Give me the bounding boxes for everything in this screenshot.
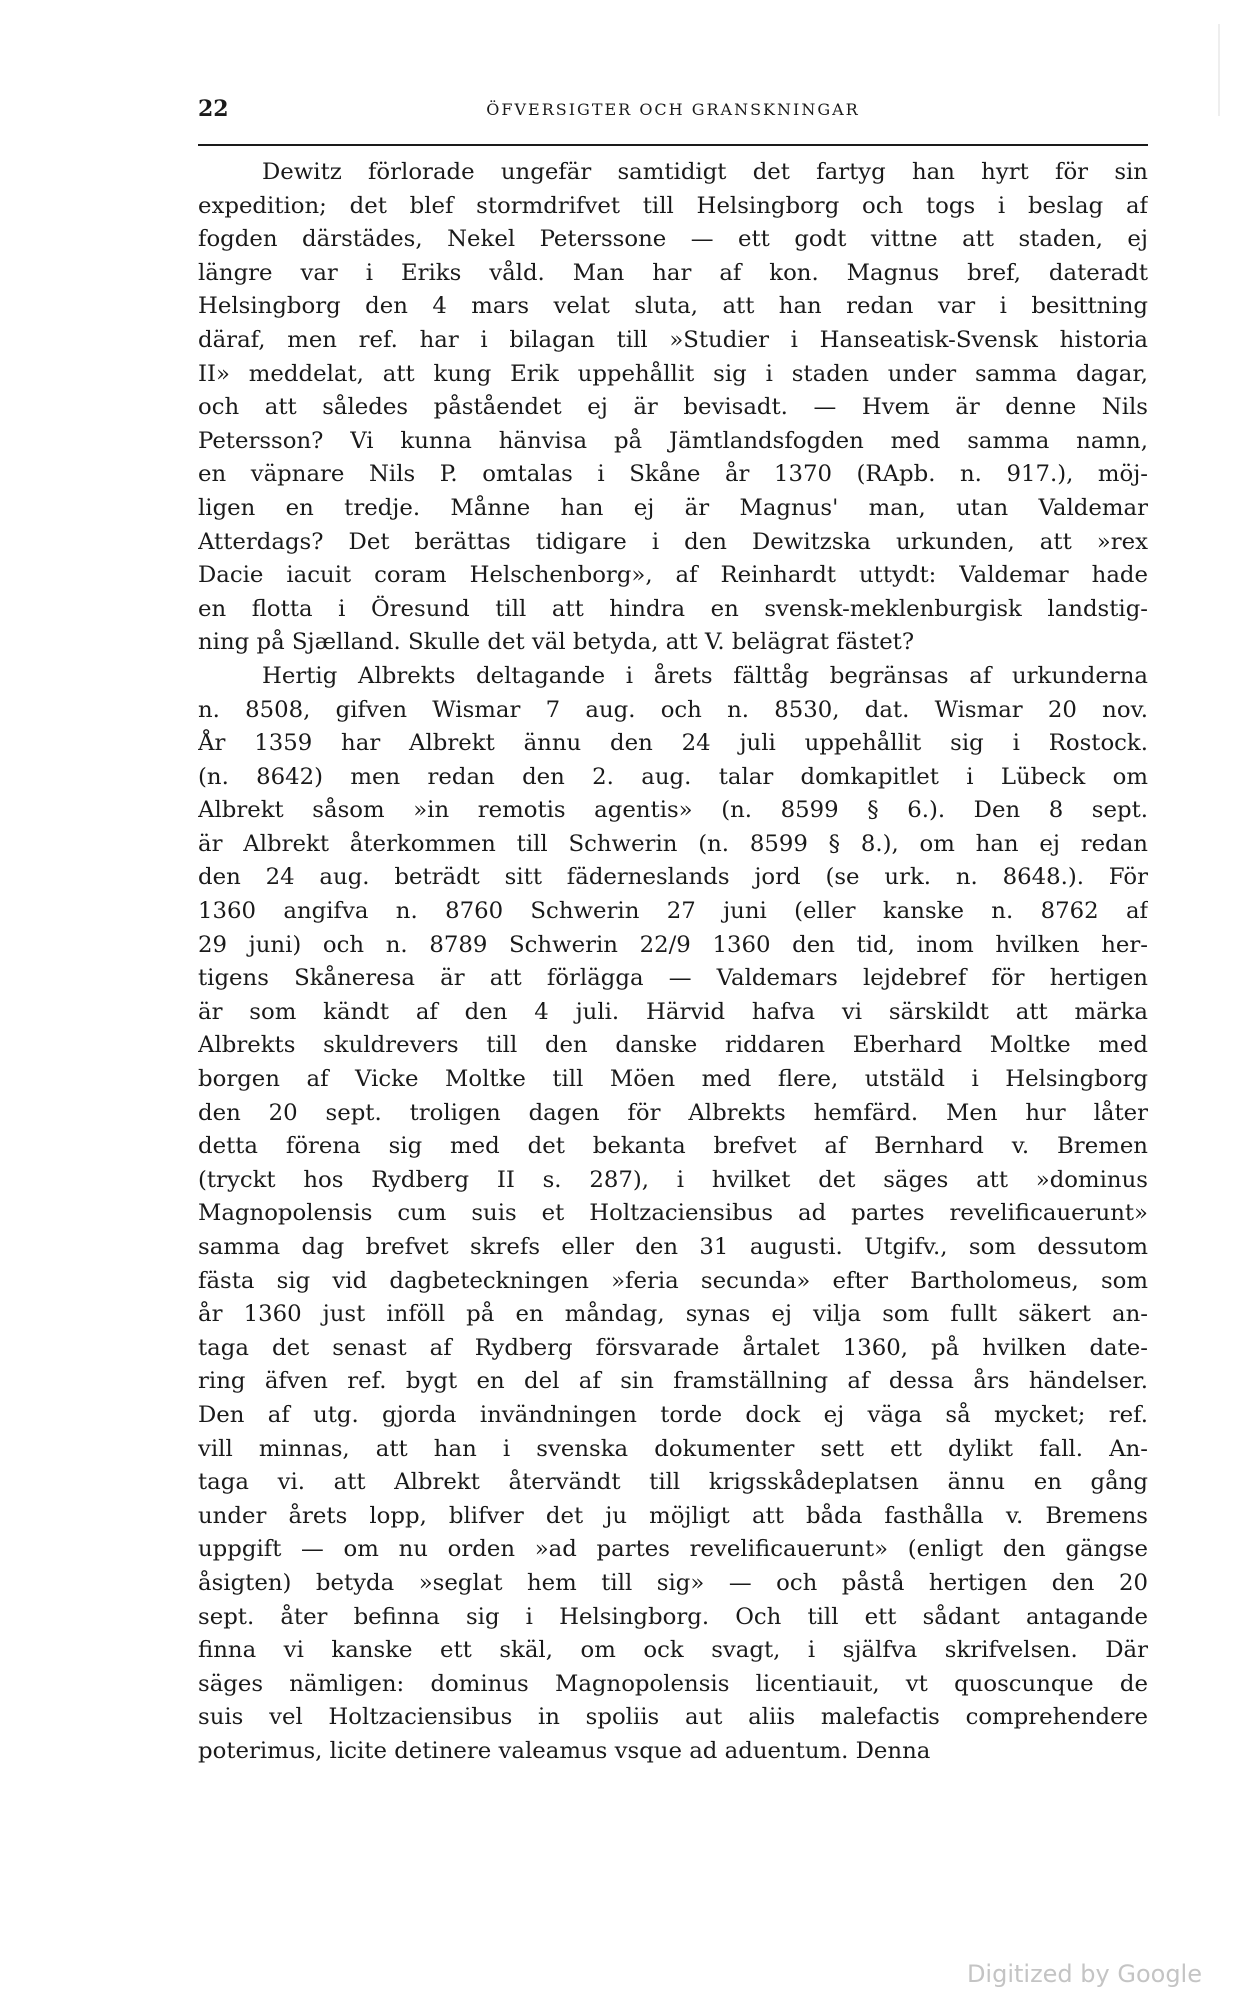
text-line: under årets lopp, blifver det ju möjligt att båda fasthålla v. Bremens xyxy=(198,1502,1148,1529)
text-line: År 1359 har Albrekt ännu den 24 juli uppehållit sig i Rostock. xyxy=(198,730,1148,757)
text-line: 1360 angifva n. 8760 Schwerin 27 juni (eller kanske n. 8762 af xyxy=(198,898,1148,925)
text-line: säges nämligen: dominus Magnopolensis licentiauit, vt quoscunque de xyxy=(198,1670,1148,1697)
text-line: en flotta i Öresund till att hindra en svensk-meklenburgisk landstig- xyxy=(198,595,1148,622)
text-line: Dacie iacuit coram Helschenborg», af Reinhardt uttydt: Valdemar hade xyxy=(198,562,1148,589)
text-line: Dewitz förlorade ungefär samtidigt det fartyg han hyrt för sin xyxy=(262,159,1148,185)
text-line: år 1360 just inföll på en måndag, synas ej vilja som fullt säkert an- xyxy=(198,1301,1148,1328)
text-line: n. 8508, gifven Wismar 7 aug. och n. 8530, dat. Wismar 20 nov. xyxy=(198,696,1148,723)
text-line: Albrekt såsom »in remotis agentis» (n. 8599 § 6.). Den 8 sept. xyxy=(198,797,1148,824)
text-line: den 20 sept. troligen dagen för Albrekts hemfärd. Men hur låter xyxy=(198,1099,1148,1126)
text-line: finna vi kanske ett skäl, om ock svagt, i själfva skrifvelsen. Där xyxy=(198,1637,1148,1664)
text-line: sept. åter befinna sig i Helsingborg. Och till ett sådant antagande xyxy=(198,1603,1148,1630)
text-line: Petersson? Vi kunna hänvisa på Jämtlandsfogden med samma namn, xyxy=(198,427,1148,454)
page-header xyxy=(198,96,1148,126)
text-line: Helsingborg den 4 mars velat sluta, att han redan var i besittning xyxy=(198,293,1148,320)
text-line: samma dag brefvet skrefs eller den 31 augusti. Utgifv., som dessutom xyxy=(198,1234,1148,1260)
text-line: poterimus, licite detinere valeamus vsque ad aduentum. Denna xyxy=(198,1737,931,1764)
text-line: Albrekts skuldrevers till den danske riddaren Eberhard Moltke med xyxy=(198,1032,1148,1059)
text-line: Magnopolensis cum suis et Holtzaciensibus ad partes revelificauerunt» xyxy=(198,1200,1148,1227)
text-line: taga det senast af Rydberg försvarade årtalet 1360, på hvilken date- xyxy=(198,1334,1148,1361)
text-line: uppgift — om nu orden »ad partes revelificauerunt» (enligt den gängse xyxy=(198,1536,1148,1563)
text-line: den 24 aug. beträdt sitt fäderneslands jord (se urk. n. 8648.). För xyxy=(198,864,1148,891)
header-rule xyxy=(198,144,1148,146)
page-number: 22 xyxy=(198,96,229,122)
text-line: är som kändt af den 4 juli. Härvid hafva vi särskildt att märka xyxy=(198,998,1148,1025)
body-text xyxy=(198,156,1148,1769)
text-line: (n. 8642) men redan den 2. aug. talar domkapitlet i Lübeck om xyxy=(198,763,1148,790)
text-line: åsigten) betyda »seglat hem till sig» — och påstå hertigen den 20 xyxy=(198,1569,1148,1596)
text-line: är Albrekt återkommen till Schwerin (n. 8599 § 8.), om han ej redan xyxy=(198,830,1148,857)
text-line: Den af utg. gjorda invändningen torde dock ej väga så mycket; ref. xyxy=(198,1401,1148,1428)
digitized-watermark: Digitized by Google xyxy=(966,1960,1202,1988)
text-line: Atterdags? Det berättas tidigare i den Dewitzska urkunden, att »rex xyxy=(198,528,1148,555)
text-line: 29 juni) och n. 8789 Schwerin 22/9 1360 den tid, inom hvilken her- xyxy=(198,931,1148,958)
text-line: längre var i Eriks våld. Man har af kon. Magnus bref, dateradt xyxy=(198,259,1148,286)
text-line: fästa sig vid dagbeteckningen »feria secunda» efter Bartholomeus, som xyxy=(198,1267,1148,1294)
text-line: ring äfven ref. bygt en del af sin framställning af dessa års händelser. xyxy=(198,1368,1148,1395)
text-line: fogden därstädes, Nekel Peterssone — ett godt vittne att staden, ej xyxy=(198,226,1148,253)
text-line: suis vel Holtzaciensibus in spoliis aut aliis malefactis comprehendere xyxy=(198,1704,1148,1731)
text-line: ligen en tredje. Månne han ej är Magnus' man, utan Valdemar xyxy=(198,494,1148,521)
text-line: taga vi. att Albrekt återvändt till krigsskådeplatsen ännu en gång xyxy=(198,1469,1148,1496)
text-line: tigens Skåneresa är att förlägga — Valdemars lejdebref för hertigen xyxy=(198,965,1148,992)
text-line: ning på Sjælland. Skulle det väl betyda, att V. belägrat fästet? xyxy=(198,629,915,656)
text-line: däraf, men ref. har i bilagan till »Studier i Hanseatisk-Svensk historia xyxy=(198,326,1148,353)
text-line: en väpnare Nils P. omtalas i Skåne år 1370 (RApb. n. 917.), möj- xyxy=(198,461,1148,488)
text-line: vill minnas, att han i svenska dokumenter sett ett dylikt fall. An- xyxy=(198,1435,1148,1462)
text-line: II» meddelat, att kung Erik uppehållit sig i staden under samma dagar, xyxy=(198,360,1148,387)
text-line: och att således påståendet ej är bevisadt. — Hvem är denne Nils xyxy=(198,394,1148,421)
text-line: expedition; det blef stormdrifvet till Helsingborg och togs i beslag af xyxy=(198,192,1148,219)
text-line: detta förena sig med det bekanta brefvet af Bernhard v. Bremen xyxy=(198,1133,1148,1160)
scan-edge-mark xyxy=(1218,24,1220,116)
running-title: ÖFVERSIGTER OCH GRANSKNINGAR xyxy=(486,100,860,119)
text-line: Hertig Albrekts deltagande i årets fälttåg begränsas af urkunderna xyxy=(262,662,1148,689)
text-line: borgen af Vicke Moltke till Möen med flere, utstäld i Helsingborg xyxy=(198,1066,1148,1093)
text-line: (tryckt hos Rydberg II s. 287), i hvilket det säges att »dominus xyxy=(198,1166,1148,1193)
